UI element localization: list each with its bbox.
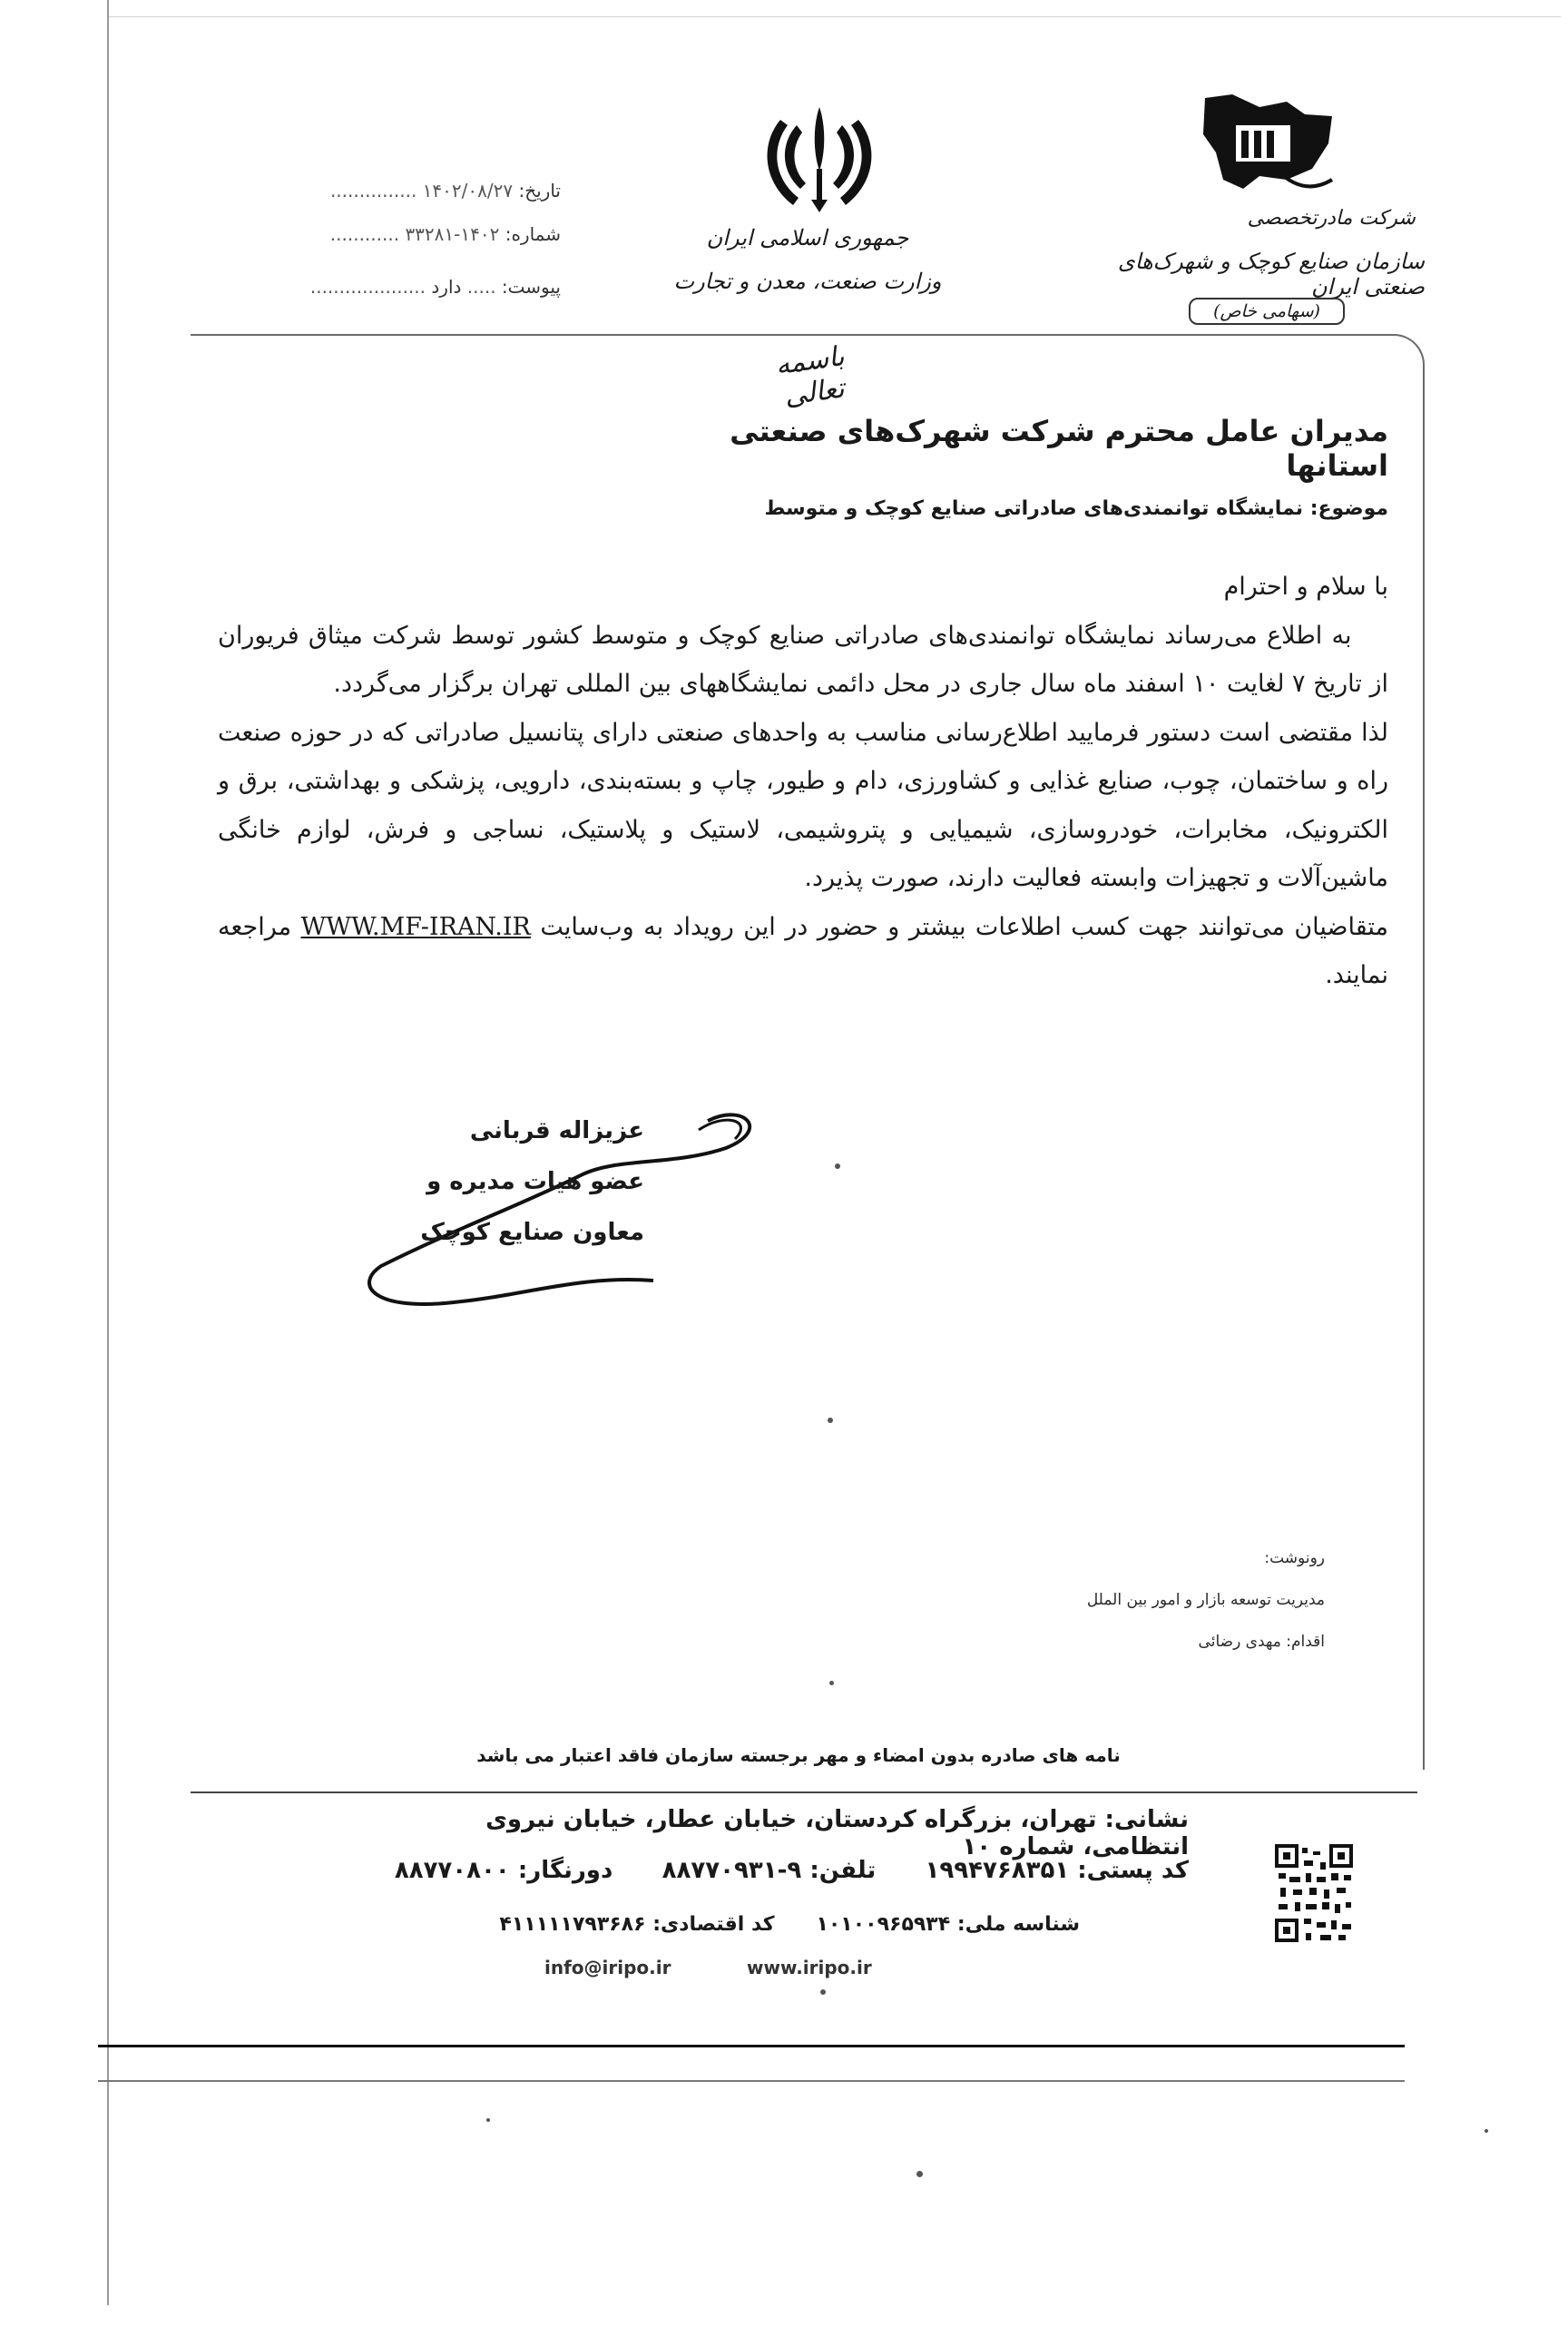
scan-speck <box>828 1418 833 1423</box>
paragraph-3-text: متقاضیان می‌توانند جهت کسب اطلاعات بیشتر و حضور در این رویداد به وب‌سایت <box>540 912 1388 941</box>
gov-title-1: جمهوری اسلامی ایران <box>706 225 909 250</box>
iran-emblem-icon <box>760 98 878 218</box>
page-bottom-rule <box>98 2045 1405 2047</box>
signatory-title-1: عضو هیات مدیره و <box>426 1168 644 1195</box>
paragraph-1: به اطلاع می‌رساند نمایشگاه توانمندی‌های صادراتی صنایع کوچک و متوسط کشور توسط شرکت میثاق فریوران از تاریخ ۷ لغایت ۱۰ اسفند ماه سال جاری در محل دائمی نمایشگاههای بین المللی تهران برگزار می‌گردد. <box>218 621 1388 698</box>
paragraph-3 <box>218 903 1388 1000</box>
letter-body <box>218 563 1388 1000</box>
footer-postal: کد پستی: ۱۹۹۴۷۶۸۳۵۱ <box>925 1857 1189 1884</box>
subject-line: موضوع: نمایشگاه توانمندی‌های صادراتی صنایع کوچک و متوسط <box>764 497 1388 520</box>
footer-national-id: شناسه ملی: ۱۰۱۰۰۹۶۵۹۳۴ <box>816 1913 1080 1936</box>
scan-speck <box>820 1989 826 1995</box>
footer-address: نشانی: تهران، بزرگراه کردستان، خیابان عطار، خیابان نیروی انتظامی، شماره ۱۰ <box>485 1806 1189 1860</box>
meta-number-value: ۱۴۰۲-۳۳۲۸۱ <box>405 223 500 245</box>
footer-economic-code: کد اقتصادی: ۴۱۱۱۱۱۷۹۳۶۸۶ <box>499 1913 775 1936</box>
invocation: باسمه تعالی <box>773 340 847 413</box>
meta-number-label: شماره: <box>505 223 561 245</box>
footer-phone: تلفن: ۹-۸۸۷۷۰۹۳۱ <box>662 1857 877 1884</box>
org-title-3: (سهامی خاص) <box>1189 298 1345 325</box>
scan-top-line <box>109 16 1561 17</box>
meta-number: شماره: ۱۴۰۲-۳۳۲۸۱ ............ <box>329 223 561 245</box>
meta-attachment-label: پیوست: <box>501 276 561 298</box>
meta-date-value: ۱۴۰۲/۰۸/۲۷ <box>422 180 514 201</box>
meta-attachment: پیوست: ..... دارد .................... <box>309 276 561 298</box>
footer-website[interactable]: www.iripo.ir <box>747 1957 872 1978</box>
organization-logo-icon <box>1196 89 1341 207</box>
signatory-name: عزیزاله قربانی <box>469 1117 644 1144</box>
signatory-title-2: معاون صنایع کوچک <box>420 1219 644 1246</box>
footer-contact-row <box>390 1857 1189 1884</box>
paragraph-2: لذا مقتضی است دستور فرمایید اطلاع‌رسانی مناسب به واحدهای صنعتی دارای پتانسیل صادراتی که در حوزه صنعت راه و ساختمان، چوب، صنایع غذایی و کشاورزی، دام و طیور، چاپ و بسته‌بندی، دارویی، پزشکی و بهداشتی، برق و الکترونیک، مخابرات، خودروسازی، شیمیایی و پتروشیمی، لاستیک و پلاستیک، نساجی و فرش، لوازم خانگی ماشین‌آلات و تجهیزات وابسته فعالیت دارند، صورت پذیرد. <box>218 718 1388 892</box>
gov-title-2: وزارت صنعت، معدن و تجارت <box>673 269 942 294</box>
scan-speck <box>829 1681 834 1685</box>
meta-date: تاریخ: ۱۴۰۲/۰۸/۲۷ ............... <box>329 180 561 201</box>
qr-code-icon <box>1275 1844 1353 1942</box>
validity-disclaimer: نامه های صادره بدون امضاء و مهر برجسته سازمان فاقد اعتبار می باشد <box>476 1744 1121 1766</box>
signature-block <box>354 1105 644 1258</box>
copy-to-action: اقدام: مهدی رضائی <box>1198 1633 1325 1651</box>
footer-web-row <box>544 1957 1053 1978</box>
meta-attachment-value: دارد <box>431 276 462 298</box>
scan-speck <box>486 2118 490 2122</box>
footer-divider <box>191 1791 1417 1793</box>
page-bottom-rule-2 <box>98 2080 1405 2082</box>
greeting: با سلام و احترام <box>1223 573 1388 601</box>
website-link[interactable]: WWW.MF-IRAN.IR <box>300 912 531 941</box>
copy-to-recipient: مدیریت توسعه بازار و امور بین الملل <box>1086 1591 1325 1609</box>
scan-speck <box>916 2171 923 2177</box>
copy-to-label: رونوشت: <box>1264 1549 1325 1567</box>
footer-id-row <box>436 1913 1080 1936</box>
scan-speck <box>835 1163 840 1169</box>
footer-email[interactable]: info@iripo.ir <box>544 1957 671 1978</box>
paragraph-3-end: مراجعه نمایند. <box>218 912 1388 989</box>
addressee: مدیران عامل محترم شرکت شهرک‌های صنعتی استانها <box>730 414 1388 483</box>
scan-speck <box>1485 2129 1488 2133</box>
footer-fax: دورنگار: ۸۸۷۷۰۸۰۰ <box>394 1857 613 1884</box>
org-title-1: شرکت مادرتخصصی <box>1247 207 1416 230</box>
org-title-2: سازمان صنایع کوچک و شهرک‌های صنعتی ایران <box>1117 249 1425 299</box>
meta-date-label: تاریخ: <box>518 180 561 201</box>
copy-to-block <box>926 1537 1325 1663</box>
scan-edge-line <box>107 0 109 2305</box>
